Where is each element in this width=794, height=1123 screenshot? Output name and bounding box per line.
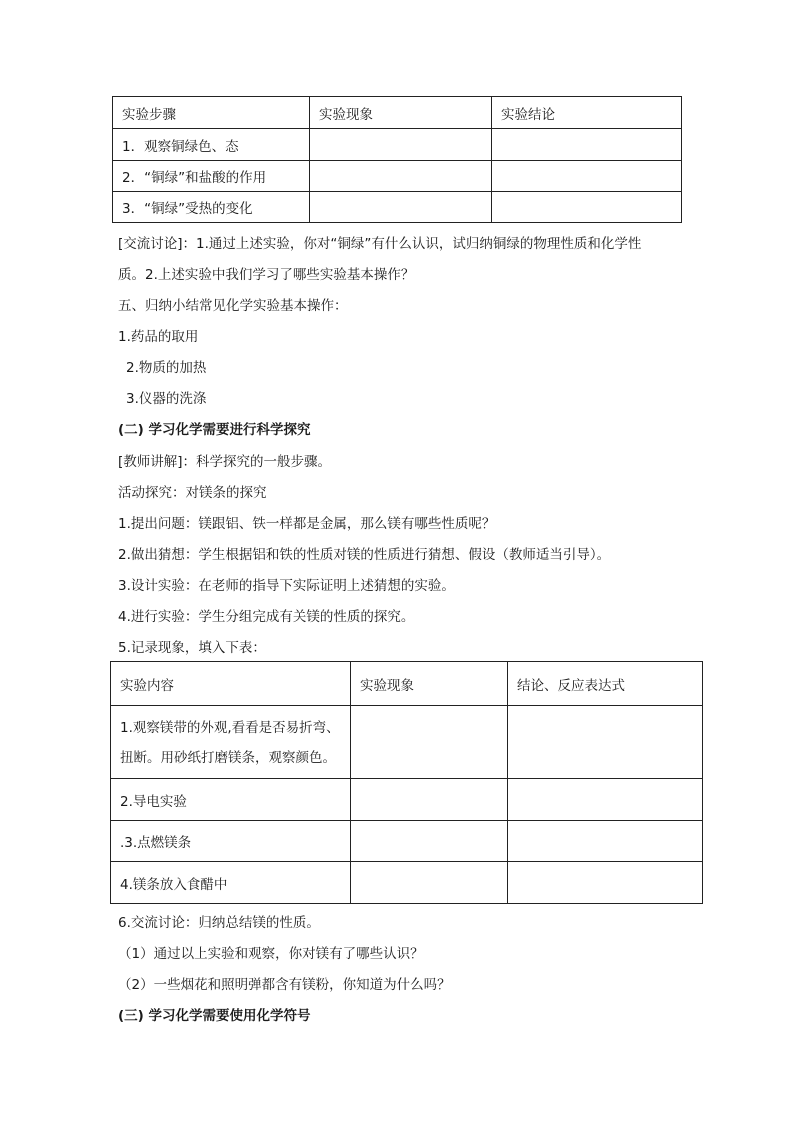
- table-cell: [310, 161, 492, 192]
- section-title: 五、归纳小结常见化学实验基本操作：: [118, 298, 348, 314]
- table-cell: [492, 161, 682, 192]
- question-text: （1）通过以上实验和观察，你对镁有了哪些认识？: [118, 946, 424, 962]
- table-cell: [492, 192, 682, 223]
- table-cell: .3.点燃镁条: [111, 821, 351, 862]
- table-row: [111, 821, 703, 862]
- table-cell: [508, 821, 703, 862]
- table-cell: [508, 862, 703, 904]
- table-cell: 4.镁条放入食醋中: [111, 862, 351, 904]
- table-row: [111, 779, 703, 821]
- header-cell: 结论、反应表达式: [508, 662, 703, 706]
- table-cell: [351, 821, 508, 862]
- section-heading: (三) 学习化学需要使用化学符号: [118, 1008, 311, 1024]
- section-heading: (二) 学习化学需要进行科学探究: [118, 422, 311, 438]
- table-cell: 1．观察铜绿色、态: [113, 129, 310, 161]
- table-cell: 3．“铜绿”受热的变化: [113, 192, 310, 223]
- table-header-row: [113, 97, 682, 129]
- list-item: 2.物质的加热: [126, 360, 207, 376]
- table-cell: 1.观察镁带的外观,看看是否易折弯、扭断。用砂纸打磨镁条，观察颜色。: [111, 706, 351, 779]
- header-cell: 实验现象: [351, 662, 508, 706]
- question-text: （2）一些烟花和照明弹都含有镁粉，你知道为什么吗？: [118, 977, 451, 993]
- table-cell: [508, 706, 703, 779]
- table-cell: [351, 706, 508, 779]
- header-cell: 实验结论: [492, 97, 682, 129]
- table-header-row: [111, 662, 703, 706]
- table-row: [113, 192, 682, 223]
- discussion-text: 质。2.上述实验中我们学习了哪些实验基本操作？: [118, 267, 415, 283]
- table-row: [113, 161, 682, 192]
- discussion-text: [交流讨论]：1.通过上述实验，你对“铜绿”有什么认识，试归纳铜绿的物理性质和化学性: [118, 236, 642, 252]
- table-row: [111, 862, 703, 904]
- table-cell: [492, 129, 682, 161]
- table-cell: 2．“铜绿”和盐酸的作用: [113, 161, 310, 192]
- header-cell: 实验步骤: [113, 97, 310, 129]
- header-cell: 实验现象: [310, 97, 492, 129]
- teacher-note: [教师讲解]：科学探究的一般步骤。: [118, 454, 332, 470]
- header-cell: 实验内容: [111, 662, 351, 706]
- table-row: [111, 706, 703, 779]
- step-text: 3.设计实验：在老师的指导下实际证明上述猜想的实验。: [118, 578, 455, 594]
- table-cell: [351, 862, 508, 904]
- table-cell: [310, 129, 492, 161]
- table-row: [113, 129, 682, 161]
- list-item: 1.药品的取用: [118, 329, 199, 345]
- step-text: 5.记录现象，填入下表：: [118, 640, 266, 656]
- table-cell: 2.导电实验: [111, 779, 351, 821]
- step-text: 1.提出问题：镁跟铝、铁一样都是金属，那么镁有哪些性质呢？: [118, 516, 496, 532]
- step-text: 4.进行实验：学生分组完成有关镁的性质的探究。: [118, 609, 415, 625]
- table-cell: [508, 779, 703, 821]
- table-cell: [310, 192, 492, 223]
- step-text: 2.做出猜想：学生根据铝和铁的性质对镁的性质进行猜想、假设（教师适当引导）。: [118, 547, 611, 563]
- magnesium-experiment-table: [110, 661, 703, 904]
- step-text: 6.交流讨论：归纳总结镁的性质。: [118, 915, 320, 931]
- table-cell: [351, 779, 508, 821]
- list-item: 3.仪器的洗涤: [126, 391, 207, 407]
- activity-title: 活动探究：对镁条的探究: [118, 485, 267, 501]
- copper-experiment-table: [112, 96, 682, 223]
